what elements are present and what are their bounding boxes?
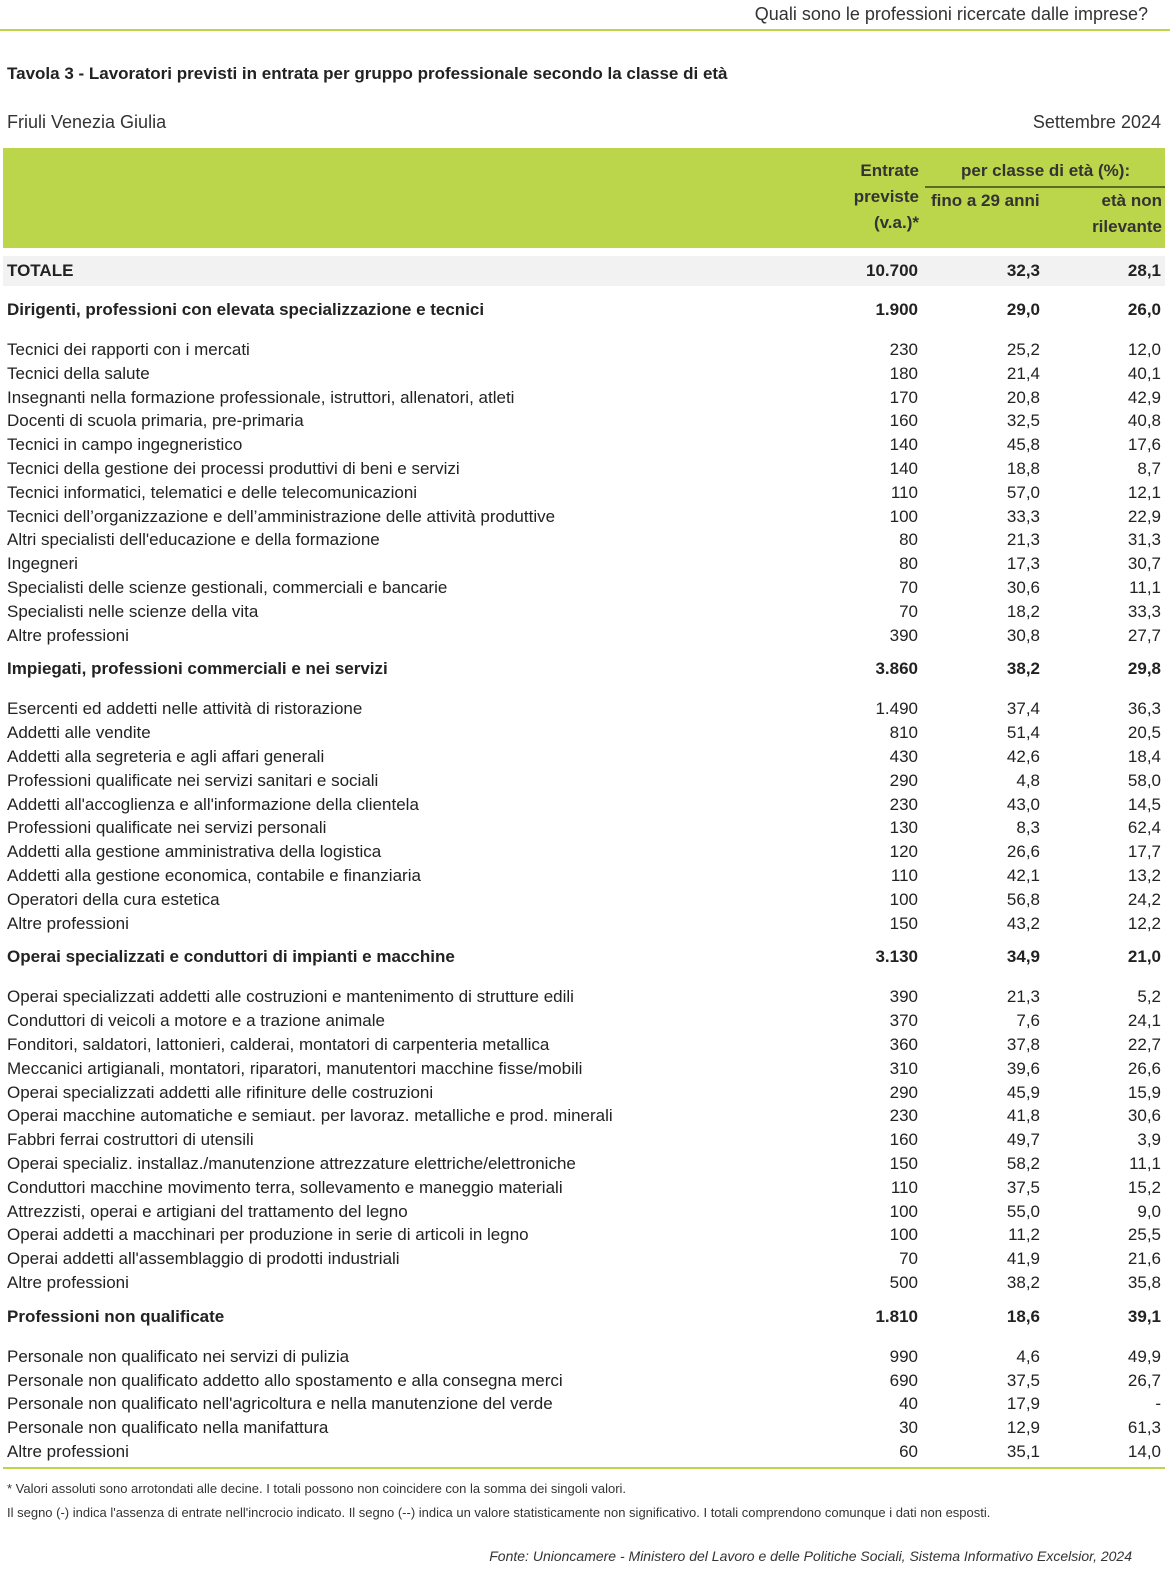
cell-under-29: 17,9 bbox=[1006, 1394, 1040, 1414]
cell-under-29: 37,5 bbox=[1006, 1177, 1040, 1197]
table-row bbox=[3, 1200, 1165, 1224]
row-label: Operai addetti a macchinari per produzione in serie di articoli in legno bbox=[7, 1225, 529, 1245]
cell-entrate: 390 bbox=[889, 987, 918, 1007]
row-label: Tecnici dei rapporti con i mercati bbox=[7, 340, 250, 359]
cell-under-29: 32,5 bbox=[1006, 411, 1040, 431]
cell-under-29: 42,1 bbox=[1006, 866, 1040, 885]
row-label: Operai specializzati addetti alle rifiniture delle costruzioni bbox=[7, 1082, 434, 1102]
cell-age-irrelevant: 15,2 bbox=[1127, 1177, 1161, 1197]
cell-under-29: 38,2 bbox=[1006, 1273, 1040, 1292]
cell-entrate: 160 bbox=[889, 1130, 918, 1150]
cell-age-irrelevant: 17,7 bbox=[1127, 842, 1161, 862]
cell-entrate: 100 bbox=[889, 1225, 918, 1245]
table-row bbox=[3, 840, 1165, 864]
column-group-header-age-class: per classe di età (%): bbox=[961, 161, 1131, 180]
column-header-entrate-line2: previste bbox=[853, 187, 919, 206]
cell-under-29: 17,3 bbox=[1006, 554, 1040, 574]
cell-age-irrelevant: 5,2 bbox=[1137, 987, 1161, 1007]
table-row bbox=[3, 624, 1165, 648]
row-label: TOTALE bbox=[7, 261, 74, 280]
cell-under-29: 25,2 bbox=[1006, 340, 1040, 359]
cell-entrate: 290 bbox=[889, 770, 918, 790]
period-label: Settembre 2024 bbox=[1032, 112, 1161, 132]
cell-age-irrelevant: 26,6 bbox=[1127, 1058, 1161, 1078]
cell-age-irrelevant: 40,8 bbox=[1127, 411, 1161, 431]
cell-entrate: 110 bbox=[890, 1177, 918, 1197]
cell-age-irrelevant: 30,6 bbox=[1127, 1106, 1161, 1126]
row-label: Addetti all'accoglienza e all'informazione della clientela bbox=[7, 794, 419, 814]
row-label: Addetti alla gestione economica, contabile e finanziaria bbox=[7, 866, 421, 885]
table-bottom-rule bbox=[3, 1467, 1165, 1469]
cell-under-29: 34,9 bbox=[1006, 947, 1040, 967]
cell-entrate: 1.810 bbox=[875, 1306, 918, 1326]
table-row bbox=[3, 888, 1165, 912]
table-row bbox=[3, 1176, 1165, 1200]
cell-under-29: 38,2 bbox=[1006, 659, 1040, 679]
cell-under-29: 4,6 bbox=[1016, 1346, 1040, 1366]
group-row bbox=[3, 657, 1165, 681]
cell-age-irrelevant: 27,7 bbox=[1127, 625, 1161, 645]
cell-under-29: 26,6 bbox=[1006, 842, 1040, 862]
table-row bbox=[3, 1271, 1165, 1295]
cell-age-irrelevant: 12,0 bbox=[1127, 340, 1161, 359]
cell-age-irrelevant: 36,3 bbox=[1127, 699, 1161, 719]
cell-age-irrelevant: 21,0 bbox=[1127, 947, 1161, 967]
cell-entrate: 370 bbox=[889, 1011, 918, 1031]
cell-under-29: 30,8 bbox=[1006, 625, 1040, 645]
row-label: Specialisti delle scienze gestionali, commerciali e bancarie bbox=[7, 578, 448, 597]
table-row bbox=[3, 1057, 1165, 1081]
row-label: Conduttori di veicoli a motore e a trazione animale bbox=[7, 1011, 385, 1031]
group-row bbox=[3, 1305, 1165, 1329]
row-label: Operai specializzati addetti alle costruzioni e mantenimento di strutture edili bbox=[7, 987, 574, 1007]
table-row bbox=[3, 600, 1165, 624]
cell-entrate: 230 bbox=[889, 794, 918, 814]
row-label: Attrezzisti, operai e artigiani del trattamento del legno bbox=[7, 1201, 408, 1221]
cell-age-irrelevant: 28,1 bbox=[1127, 261, 1161, 280]
cell-under-29: 37,8 bbox=[1006, 1035, 1040, 1054]
cell-under-29: 30,6 bbox=[1006, 578, 1040, 597]
column-header-entrate bbox=[854, 158, 919, 236]
cell-entrate: 160 bbox=[889, 411, 918, 431]
cell-age-irrelevant: 39,1 bbox=[1127, 1306, 1161, 1326]
table-row bbox=[3, 528, 1165, 552]
cell-entrate: 360 bbox=[889, 1035, 918, 1054]
cell-age-irrelevant: 58,0 bbox=[1127, 770, 1161, 790]
cell-entrate: 80 bbox=[899, 554, 918, 574]
cell-under-29: 8,3 bbox=[1016, 818, 1040, 838]
row-label: Operai specializ. installaz./manutenzione attrezzature elettriche/elettroniche bbox=[7, 1154, 576, 1173]
table-header bbox=[3, 148, 1165, 248]
cell-under-29: 41,8 bbox=[1006, 1106, 1040, 1126]
table-row bbox=[3, 1345, 1165, 1369]
cell-under-29: 11,2 bbox=[1008, 1225, 1040, 1245]
row-label: Dirigenti, professioni con elevata specializzazione e tecnici bbox=[7, 300, 485, 319]
cell-under-29: 43,2 bbox=[1006, 913, 1040, 933]
footnote-values: * Valori assoluti sono arrotondati alle decine. I totali possono non coincidere con la somma dei singoli valori. bbox=[7, 1481, 627, 1496]
row-label: Operai macchine automatiche e semiaut. per lavoraz. metalliche e prod. minerali bbox=[7, 1106, 613, 1126]
row-label: Professioni qualificate nei servizi personali bbox=[7, 818, 327, 838]
page-header bbox=[0, 0, 1170, 31]
cell-under-29: 29,0 bbox=[1006, 300, 1040, 319]
cell-age-irrelevant: 29,8 bbox=[1127, 659, 1161, 679]
table-row bbox=[3, 864, 1165, 888]
table-row bbox=[3, 433, 1165, 457]
table-row bbox=[3, 1369, 1165, 1393]
row-label: Addetti alla gestione amministrativa della logistica bbox=[7, 842, 382, 862]
cell-entrate: 810 bbox=[889, 723, 918, 743]
cell-age-irrelevant: 12,1 bbox=[1127, 482, 1161, 502]
row-label: Meccanici artigianali, montatori, riparatori, manutentori macchine fisse/mobili bbox=[7, 1058, 583, 1078]
cell-age-irrelevant: 14,5 bbox=[1127, 794, 1161, 814]
cell-under-29: 37,5 bbox=[1006, 1370, 1040, 1390]
source-credit: Fonte: Unioncamere - Ministero del Lavoro e delle Politiche Sociali, Sistema Informativo Excelsior, 2024 bbox=[489, 1548, 1132, 1564]
cell-under-29: 56,8 bbox=[1006, 889, 1040, 909]
cell-age-irrelevant: 25,5 bbox=[1127, 1225, 1161, 1245]
cell-under-29: 35,1 bbox=[1006, 1442, 1040, 1461]
cell-under-29: 21,3 bbox=[1006, 987, 1040, 1007]
cell-entrate: 430 bbox=[889, 747, 918, 766]
cell-age-irrelevant: 17,6 bbox=[1127, 435, 1161, 455]
row-label: Tecnici informatici, telematici e delle telecomunicazioni bbox=[7, 482, 418, 502]
table-row bbox=[3, 552, 1165, 576]
cell-age-irrelevant: 24,2 bbox=[1127, 889, 1161, 909]
table-row bbox=[3, 793, 1165, 817]
row-label: Personale non qualificato nell'agricoltura e nella manutenzione del verde bbox=[7, 1394, 553, 1414]
row-label: Tecnici della salute bbox=[7, 363, 150, 383]
cell-entrate: 690 bbox=[889, 1370, 918, 1390]
cell-age-irrelevant: 13,2 bbox=[1127, 866, 1161, 885]
cell-under-29: 45,9 bbox=[1006, 1082, 1040, 1102]
cell-under-29: 45,8 bbox=[1006, 435, 1040, 455]
cell-entrate: 120 bbox=[889, 842, 918, 862]
cell-age-irrelevant: 33,3 bbox=[1127, 601, 1161, 621]
cell-age-irrelevant: - bbox=[1155, 1394, 1161, 1414]
row-label: Altre professioni bbox=[7, 625, 129, 645]
cell-entrate: 70 bbox=[899, 578, 918, 597]
section-question: Quali sono le professioni ricercate dalle imprese? bbox=[754, 4, 1148, 24]
cell-age-irrelevant: 22,7 bbox=[1127, 1035, 1161, 1054]
cell-under-29: 58,2 bbox=[1006, 1154, 1040, 1173]
cell-entrate: 100 bbox=[889, 889, 918, 909]
table-row bbox=[3, 409, 1165, 433]
cell-entrate: 110 bbox=[890, 482, 918, 502]
table-title: Tavola 3 - Lavoratori previsti in entrata per gruppo professionale secondo la classe di età bbox=[7, 64, 728, 83]
row-label: Operatori della cura estetica bbox=[7, 889, 220, 909]
cell-age-irrelevant: 40,1 bbox=[1127, 363, 1161, 383]
table-row bbox=[3, 912, 1165, 936]
cell-age-irrelevant: 42,9 bbox=[1127, 387, 1161, 407]
cell-entrate: 140 bbox=[889, 459, 918, 478]
cell-under-29: 51,4 bbox=[1006, 723, 1040, 743]
cell-entrate: 170 bbox=[889, 387, 918, 407]
cell-entrate: 310 bbox=[889, 1058, 918, 1078]
cell-under-29: 39,6 bbox=[1006, 1058, 1040, 1078]
column-header-age-irrelevant-line2: rilevante bbox=[1092, 217, 1162, 236]
table-row bbox=[3, 505, 1165, 529]
row-label: Specialisti nelle scienze della vita bbox=[7, 601, 259, 621]
row-label: Insegnanti nella formazione professionale, istruttori, allenatori, atleti bbox=[7, 387, 515, 407]
cell-entrate: 30 bbox=[899, 1418, 918, 1438]
table-row bbox=[3, 816, 1165, 840]
table-row bbox=[3, 769, 1165, 793]
table-row bbox=[3, 481, 1165, 505]
row-label: Professioni non qualificate bbox=[7, 1306, 225, 1326]
cell-under-29: 43,0 bbox=[1006, 794, 1040, 814]
table-row bbox=[3, 1128, 1165, 1152]
table-row bbox=[3, 1081, 1165, 1105]
table-row bbox=[3, 1152, 1165, 1176]
cell-entrate: 100 bbox=[889, 506, 918, 526]
row-label: Altri specialisti dell'educazione e della formazione bbox=[7, 530, 380, 550]
cell-age-irrelevant: 26,7 bbox=[1127, 1370, 1161, 1390]
cell-age-irrelevant: 8,7 bbox=[1137, 459, 1161, 478]
cell-under-29: 18,2 bbox=[1006, 601, 1040, 621]
cell-age-irrelevant: 9,0 bbox=[1137, 1201, 1161, 1221]
table-row bbox=[3, 1104, 1165, 1128]
cell-age-irrelevant: 21,6 bbox=[1127, 1249, 1161, 1269]
cell-under-29: 41,9 bbox=[1006, 1249, 1040, 1269]
column-header-entrate-line3: (v.a.)* bbox=[873, 213, 919, 232]
cell-entrate: 3.860 bbox=[875, 659, 918, 679]
table-row bbox=[3, 576, 1165, 600]
row-label: Tecnici della gestione dei processi produttivi di beni e servizi bbox=[7, 459, 460, 478]
row-label: Impiegati, professioni commerciali e nei servizi bbox=[7, 659, 388, 679]
row-label: Conduttori macchine movimento terra, sollevamento e maneggio materiali bbox=[7, 1177, 563, 1197]
table-row bbox=[3, 1247, 1165, 1271]
total-row bbox=[3, 256, 1165, 286]
cell-age-irrelevant: 24,1 bbox=[1127, 1011, 1161, 1031]
cell-under-29: 33,3 bbox=[1006, 506, 1040, 526]
row-label: Personale non qualificato addetto allo spostamento e alla consegna merci bbox=[7, 1370, 563, 1390]
cell-under-29: 18,6 bbox=[1006, 1306, 1040, 1326]
cell-under-29: 4,8 bbox=[1016, 770, 1040, 790]
row-label: Esercenti ed addetti nelle attività di ristorazione bbox=[7, 699, 363, 719]
row-label: Addetti alle vendite bbox=[7, 723, 151, 743]
cell-under-29: 18,8 bbox=[1006, 459, 1040, 478]
row-label: Addetti alla segreteria e agli affari generali bbox=[7, 747, 325, 766]
cell-age-irrelevant: 35,8 bbox=[1127, 1273, 1161, 1292]
cell-age-irrelevant: 61,3 bbox=[1127, 1418, 1161, 1438]
cell-age-irrelevant: 49,9 bbox=[1127, 1346, 1161, 1366]
cell-under-29: 12,9 bbox=[1006, 1418, 1040, 1438]
cell-entrate: 290 bbox=[889, 1082, 918, 1102]
cell-entrate: 140 bbox=[889, 435, 918, 455]
cell-age-irrelevant: 11,1 bbox=[1129, 1154, 1161, 1173]
column-header-age-irrelevant-line1: età non bbox=[1101, 191, 1162, 210]
table-row bbox=[3, 721, 1165, 745]
cell-under-29: 21,4 bbox=[1006, 363, 1040, 383]
row-label: Tecnici in campo ingegneristico bbox=[7, 435, 243, 455]
table-row bbox=[3, 697, 1165, 721]
cell-under-29: 7,6 bbox=[1016, 1011, 1040, 1031]
cell-entrate: 130 bbox=[889, 818, 918, 838]
row-label: Altre professioni bbox=[7, 1442, 129, 1461]
table-row bbox=[3, 1033, 1165, 1057]
cell-under-29: 55,0 bbox=[1006, 1201, 1040, 1221]
cell-entrate: 70 bbox=[899, 1249, 918, 1269]
cell-entrate: 150 bbox=[889, 1154, 918, 1173]
cell-entrate: 60 bbox=[899, 1442, 918, 1461]
cell-under-29: 49,7 bbox=[1006, 1130, 1040, 1150]
cell-entrate: 10.700 bbox=[866, 261, 918, 280]
cell-under-29: 20,8 bbox=[1006, 387, 1040, 407]
cell-age-irrelevant: 11,1 bbox=[1129, 578, 1161, 597]
cell-age-irrelevant: 26,0 bbox=[1127, 300, 1161, 319]
cell-entrate: 70 bbox=[899, 601, 918, 621]
cell-age-irrelevant: 62,4 bbox=[1127, 818, 1161, 838]
cell-age-irrelevant: 12,2 bbox=[1127, 913, 1161, 933]
row-label: Altre professioni bbox=[7, 1273, 129, 1292]
row-label: Fabbri ferrai costruttori di utensili bbox=[7, 1130, 254, 1150]
table-row bbox=[3, 386, 1165, 410]
row-label: Fonditori, saldatori, lattonieri, calderai, montatori di carpenteria metallica bbox=[7, 1035, 550, 1054]
cell-entrate: 230 bbox=[889, 1106, 918, 1126]
column-header-age-irrelevant bbox=[1092, 188, 1162, 240]
cell-age-irrelevant: 31,3 bbox=[1127, 530, 1161, 550]
cell-entrate: 230 bbox=[889, 340, 918, 359]
cell-entrate: 1.490 bbox=[875, 699, 918, 719]
table-row bbox=[3, 338, 1165, 362]
cell-age-irrelevant: 14,0 bbox=[1127, 1442, 1161, 1461]
cell-entrate: 80 bbox=[899, 530, 918, 550]
table-row bbox=[3, 1416, 1165, 1440]
cell-under-29: 37,4 bbox=[1006, 699, 1040, 719]
cell-entrate: 1.900 bbox=[875, 300, 918, 319]
row-label: Ingegneri bbox=[7, 554, 78, 574]
row-label: Operai addetti all'assemblaggio di prodotti industriali bbox=[7, 1249, 400, 1269]
cell-age-irrelevant: 30,7 bbox=[1127, 554, 1161, 574]
cell-entrate: 990 bbox=[889, 1346, 918, 1366]
row-label: Professioni qualificate nei servizi sanitari e sociali bbox=[7, 770, 379, 790]
cell-entrate: 40 bbox=[899, 1394, 918, 1414]
cell-age-irrelevant: 22,9 bbox=[1127, 506, 1161, 526]
table-row bbox=[3, 745, 1165, 769]
cell-under-29: 42,6 bbox=[1006, 747, 1040, 766]
row-label: Docenti di scuola primaria, pre-primaria bbox=[7, 411, 304, 431]
row-label: Altre professioni bbox=[7, 913, 129, 933]
row-label: Personale non qualificato nei servizi di pulizia bbox=[7, 1346, 350, 1366]
group-row bbox=[3, 298, 1165, 322]
footnote-signs: Il segno (-) indica l'assenza di entrate nell'incrocio indicato. Il segno (--) indica un valore statisticamente non significativo. I totali comprendono comunque i dati non esposti. bbox=[7, 1505, 991, 1520]
table-row bbox=[3, 457, 1165, 481]
cell-under-29: 21,3 bbox=[1006, 530, 1040, 550]
column-header-under-29: fino a 29 anni bbox=[931, 191, 1040, 210]
table-row bbox=[3, 1440, 1165, 1464]
table-row bbox=[3, 1223, 1165, 1247]
region-label: Friuli Venezia Giulia bbox=[7, 112, 167, 132]
cell-entrate: 150 bbox=[889, 913, 918, 933]
cell-age-irrelevant: 18,4 bbox=[1127, 747, 1161, 766]
cell-entrate: 110 bbox=[890, 866, 918, 885]
cell-entrate: 3.130 bbox=[875, 947, 918, 967]
group-row bbox=[3, 945, 1165, 969]
cell-under-29: 32,3 bbox=[1006, 261, 1040, 280]
cell-entrate: 500 bbox=[889, 1273, 918, 1292]
cell-age-irrelevant: 15,9 bbox=[1127, 1082, 1161, 1102]
table-row bbox=[3, 1009, 1165, 1033]
cell-entrate: 180 bbox=[889, 363, 918, 383]
row-label: Operai specializzati e conduttori di impianti e macchine bbox=[7, 947, 455, 967]
table-row bbox=[3, 362, 1165, 386]
row-label: Personale non qualificato nella manifattura bbox=[7, 1418, 329, 1438]
cell-entrate: 390 bbox=[889, 625, 918, 645]
table-row bbox=[3, 1392, 1165, 1416]
column-header-entrate-line1: Entrate bbox=[860, 161, 919, 180]
cell-under-29: 57,0 bbox=[1006, 482, 1040, 502]
table-row bbox=[3, 985, 1165, 1009]
row-label: Tecnici dell’organizzazione e dell’amministrazione delle attività produttive bbox=[7, 506, 556, 526]
cell-entrate: 100 bbox=[889, 1201, 918, 1221]
cell-age-irrelevant: 20,5 bbox=[1127, 723, 1161, 743]
cell-age-irrelevant: 3,9 bbox=[1137, 1130, 1161, 1150]
